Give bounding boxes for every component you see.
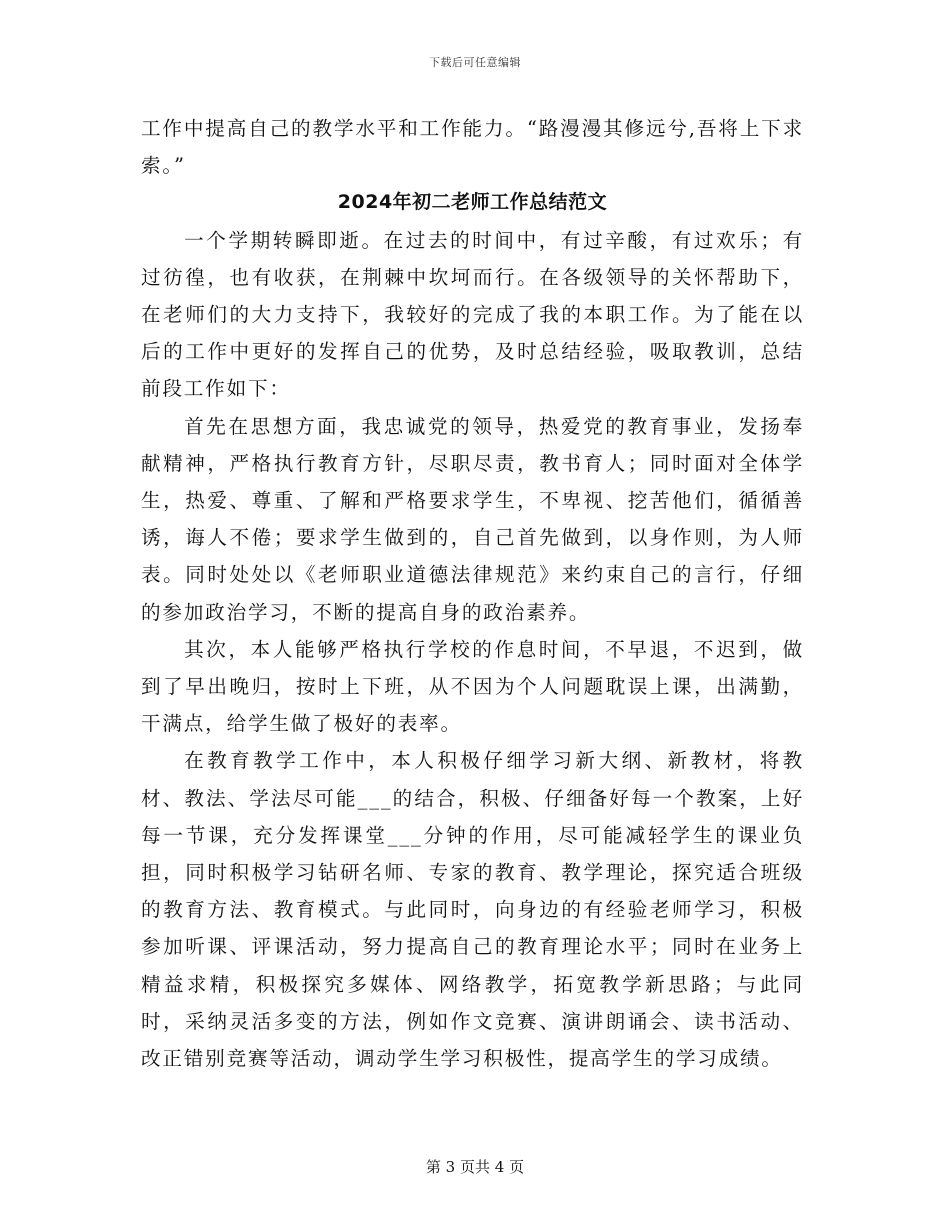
continuation-paragraph: 工作中提高自己的教学水平和工作能力。“路漫漫其修远兮,吾将上下求索。” <box>141 117 804 178</box>
page-indicator: 第 3 页共 4 页 <box>425 1158 525 1176</box>
header-note: 下载后可任意编辑 <box>429 56 521 69</box>
section-title: 2024年初二老师工作总结范文 <box>337 191 608 214</box>
document-body <box>141 110 804 1077</box>
paragraph-teaching: 在教育教学工作中，本人积极仔细学习新大纲、新教材，将教材、教法、学法尽可能___的结合，积极、仔细备好每一个教案，上好每一节课，充分发挥课堂___分钟的作用，尽可能减轻学生的课业负担，同时积极学习钻研名师、专家的教育、教学理论，探究适合班级的教育方法、教育模式。与此同时，向身边的有经验老师学习，积极参加听课、评课活动，努力提高自己的教育理论水平；同时在业务上精益求精，积极探究多媒体、网络教学，拓宽教学新思路；与此同时，采纳灵活多变的方法，例如作文竞赛、演讲朗诵会、读书活动、改正错别竞赛等活动，调动学生学习积极性，提高学生的学习成绩。 <box>141 749 804 1071</box>
paragraph-discipline: 其次，本人能够严格执行学校的作息时间，不早退，不迟到，做到了早出晚归，按时上下班，从不因为个人问题耽误上课，出满勤，干满点，给学生做了极好的表率。 <box>141 637 804 736</box>
paragraph-intro: 一个学期转瞬即逝。在过去的时间中，有过辛酸，有过欢乐；有过彷徨，也有收获，在荆棘中坎坷而行。在各级领导的关怀帮助下，在老师们的大力支持下，我较好的完成了我的本职工作。为了能在以后的工作中更好的发挥自己的优势，及时总结经验，吸取教训，总结前段工作如下： <box>141 228 804 401</box>
paragraph-ideology: 首先在思想方面，我忠诚党的领导，热爱党的教育事业，发扬奉献精神，严格执行教育方针，尽职尽责，教书育人；同时面对全体学生，热爱、尊重、了解和严格要求学生，不卑视、挖苦他们，循循善诱，诲人不倦；要求学生做到的，自己首先做到，以身作则，为人师表。同时处处以《老师职业道德法律规范》来约束自己的言行，仔细的参加政治学习，不断的提高自身的政治素养。 <box>141 414 804 624</box>
